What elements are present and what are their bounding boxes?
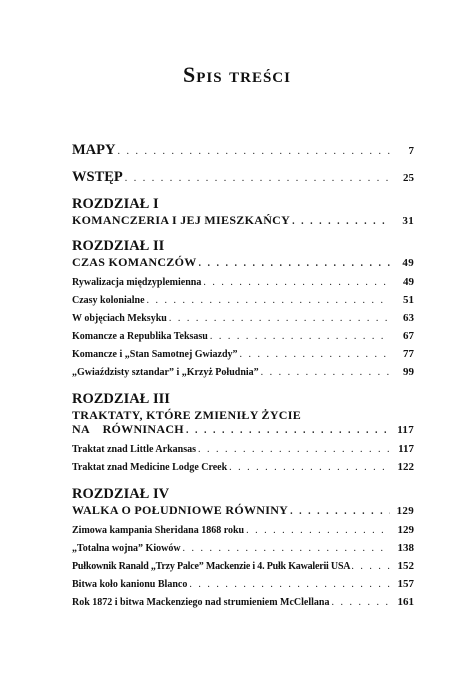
leader-dots [118, 146, 391, 157]
toc-subentry[interactable] [72, 575, 414, 593]
toc-page-number: 138 [397, 542, 414, 554]
leader-dots [186, 425, 390, 436]
table-of-contents [72, 142, 414, 611]
toc-subentry[interactable] [72, 440, 414, 458]
toc-entry-label: Bitwa koło kanionu Blanco [72, 579, 188, 590]
toc-entry-label: Traktat znad Little Arkansas [72, 444, 196, 455]
chapter-1 [72, 196, 414, 228]
chapter-heading: ROZDZIAŁ II [72, 238, 165, 254]
toc-entry-label: Czasy kolonialne [72, 295, 145, 306]
toc-entry-wstep[interactable] [72, 169, 414, 186]
chapter-subtitle-line: TRAKTATY, KTÓRE ZMIENIŁY ŻYCIE [72, 408, 302, 422]
toc-page-number: 31 [402, 215, 414, 227]
leader-dots [125, 173, 390, 184]
toc-page-number: 152 [397, 560, 414, 572]
leader-dots [199, 258, 390, 269]
toc-entry-label: Rok 1872 i bitwa Mackenziego nad strumieniem McClellana [72, 597, 330, 608]
leader-dots [229, 459, 390, 477]
toc-subentry[interactable] [72, 345, 414, 363]
toc-entry-mapy[interactable] [72, 142, 414, 159]
leader-dots [240, 346, 390, 364]
toc-subentry[interactable] [72, 557, 414, 575]
chapter-heading: ROZDZIAŁ III [72, 391, 170, 407]
toc-entry-label: „Gwiaździsty sztandar” i „Krzyż Południa” [72, 367, 259, 378]
toc-entry-label: „Totalna wojna” Kiowów [72, 543, 181, 554]
toc-entry-label: Zimowa kampania Sheridana 1868 roku [72, 525, 245, 536]
toc-entry-label: CZAS KOMANCZÓW [72, 255, 197, 269]
toc-subentry[interactable] [72, 521, 414, 539]
toc-entry-label: Komancze a Republika Teksasu [72, 331, 208, 342]
toc-page-number: 129 [397, 524, 414, 536]
leader-dots [147, 292, 390, 310]
leader-dots [189, 576, 390, 594]
toc-entry-chapter-1[interactable] [72, 213, 414, 228]
toc-entry-label: WSTĘP [72, 169, 123, 185]
leader-dots [290, 506, 390, 517]
toc-page-number: 122 [397, 461, 414, 473]
leader-dots [331, 594, 390, 612]
leader-dots [169, 310, 390, 328]
toc-page-number: 77 [403, 348, 414, 360]
toc-entry-chapter-4[interactable] [72, 503, 414, 518]
leader-dots [292, 216, 390, 227]
toc-page-number: 99 [403, 366, 414, 378]
toc-entry-label: Rywalizacja międzyplemienna [72, 277, 202, 288]
toc-page-number: 25 [403, 172, 414, 184]
toc-subentry[interactable] [72, 458, 414, 476]
toc-page-number: 129 [396, 505, 414, 517]
leader-dots [183, 540, 390, 558]
toc-page-number: 161 [397, 596, 414, 608]
toc-page-number: 63 [403, 312, 414, 324]
toc-subentry[interactable] [72, 363, 414, 381]
toc-entry-label: Traktat znad Medicine Lodge Creek [72, 462, 228, 473]
chapter-heading: ROZDZIAŁ IV [72, 486, 170, 502]
toc-page-number: 51 [403, 294, 414, 306]
toc-entry-label: W objęciach Meksyku [72, 313, 167, 324]
toc-entry-label: NA RÓWNINACH [72, 422, 184, 436]
leader-dots [261, 364, 390, 382]
chapter-4 [72, 486, 414, 611]
toc-page-number: 67 [403, 330, 414, 342]
toc-entry-label: MAPY [72, 142, 116, 158]
chapter-heading: ROZDZIAŁ I [72, 196, 159, 212]
toc-page-number: 157 [397, 578, 414, 590]
toc-page-number: 49 [402, 257, 414, 269]
leader-dots [351, 558, 391, 576]
chapter-2 [72, 238, 414, 381]
toc-page-number: 117 [398, 443, 414, 455]
leader-dots [203, 274, 390, 292]
toc-subentry[interactable] [72, 273, 414, 291]
toc-page-number: 7 [408, 145, 414, 157]
toc-entry-label: Komancze i „Stan Samotnej Gwiazdy” [72, 349, 238, 360]
toc-entry-label: Pułkownik Ranald „Trzy Palce” Mackenzie i 4. Pułk Kawalerii USA [72, 561, 351, 572]
chapter-3 [72, 391, 414, 476]
toc-subentry[interactable] [72, 593, 414, 611]
leader-dots [210, 328, 390, 346]
page-title: Spis treści [183, 62, 291, 87]
leader-dots [198, 441, 390, 459]
toc-page-number: 49 [403, 276, 414, 288]
toc-entry-label: WALKA O POŁUDNIOWE RÓWNINY [72, 503, 289, 517]
toc-page-number: 117 [397, 424, 414, 436]
leader-dots [246, 522, 390, 540]
toc-subentry[interactable] [72, 291, 414, 309]
toc-subentry[interactable] [72, 327, 414, 345]
toc-entry-label: KOMANCZERIA I JEJ MIESZKAŃCY [72, 213, 291, 227]
toc-entry-chapter-3[interactable] [72, 422, 414, 437]
toc-subentry[interactable] [72, 539, 414, 557]
toc-subentry[interactable] [72, 309, 414, 327]
toc-entry-chapter-2[interactable] [72, 255, 414, 270]
